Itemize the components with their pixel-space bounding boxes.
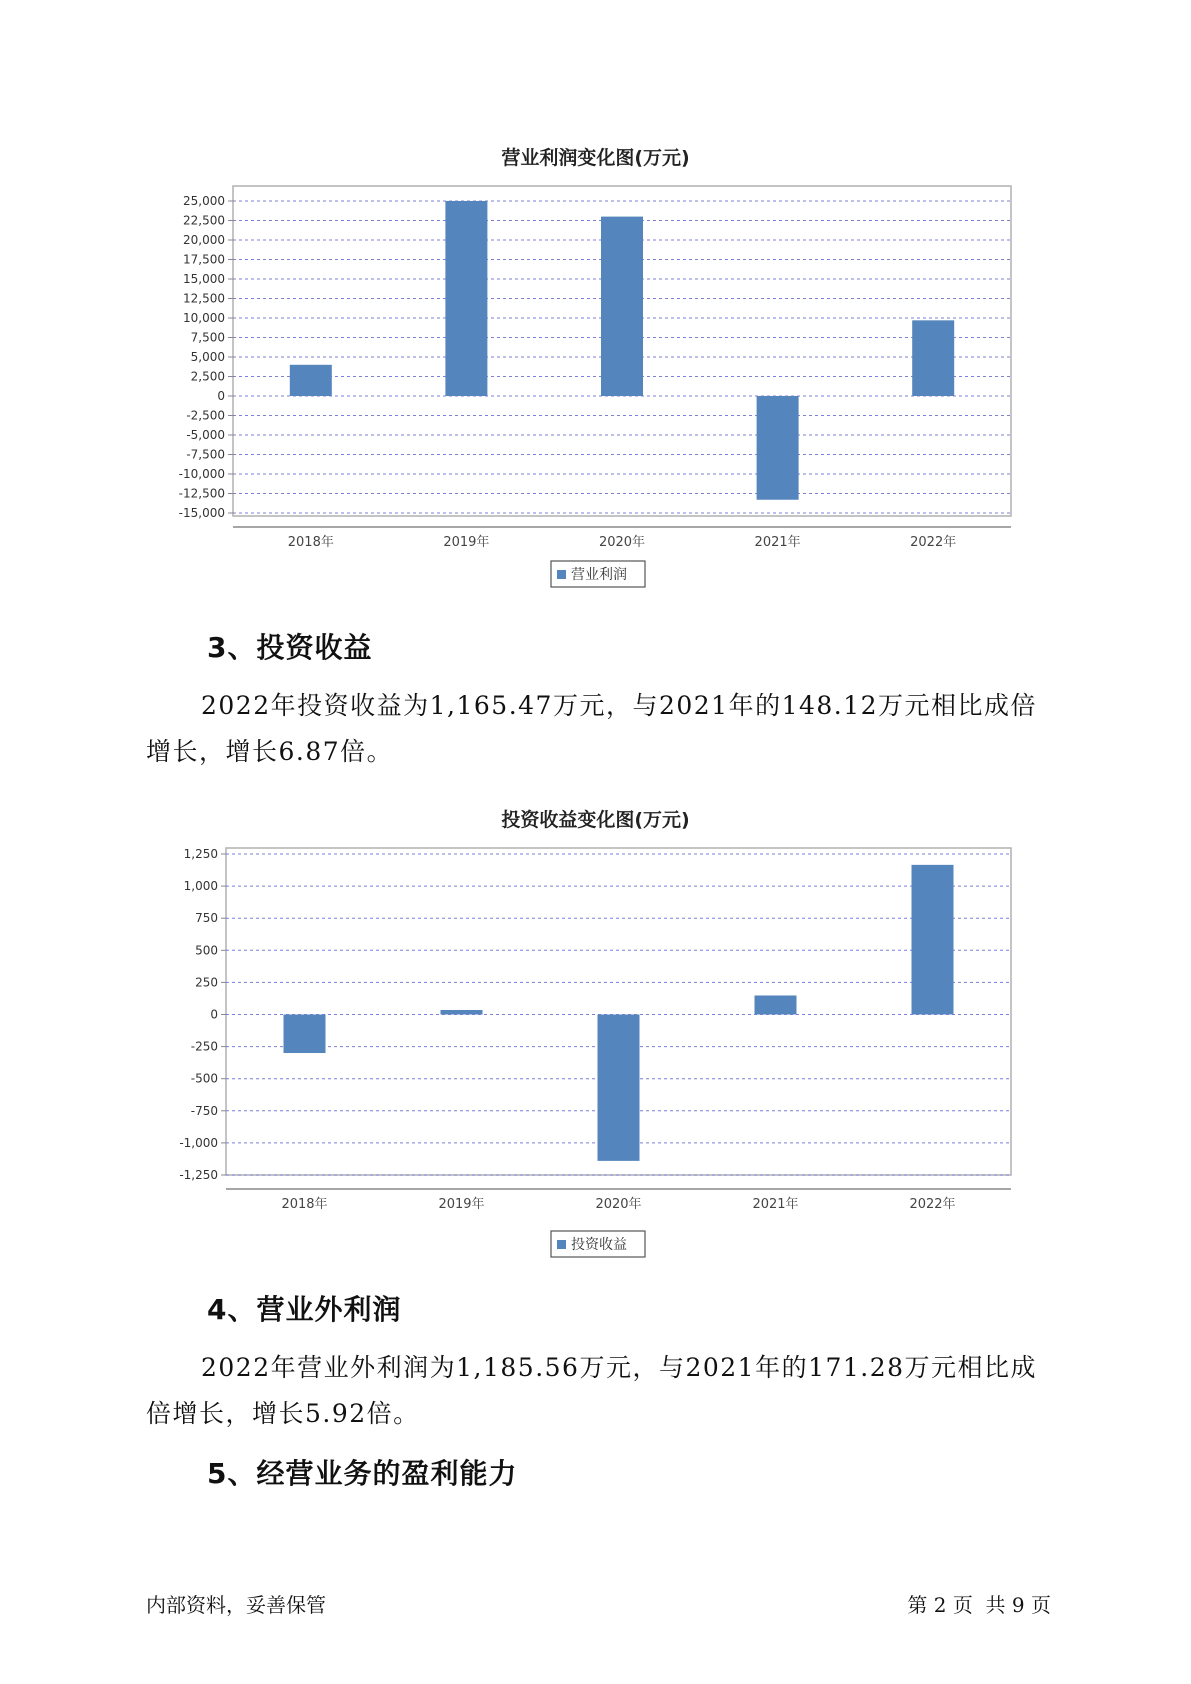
footer-confidential-note: 内部资料，妥善保管 (146, 1593, 326, 1617)
y-tick-label: -2,500 (186, 408, 225, 423)
y-tick-label: 20,000 (183, 233, 225, 247)
y-tick-label: 1,000 (183, 879, 218, 894)
y-tick-label: 15,000 (183, 272, 225, 286)
operating-profit-chart (0, 180, 1191, 600)
y-tick-label: -15,000 (178, 506, 225, 520)
x-tick-label: 2021年 (752, 1197, 799, 1212)
x-tick-label: 2019年 (438, 1197, 485, 1212)
x-tick-label: 2019年 (443, 535, 490, 550)
legend-label: 投资收益 (571, 1237, 627, 1253)
y-tick-label: 5,000 (190, 350, 225, 364)
legend-swatch (557, 1240, 566, 1249)
x-tick-label: 2022年 (910, 535, 957, 550)
investment-income-chart (0, 842, 1191, 1262)
bar-2019年 (445, 201, 487, 396)
section-4-heading: 4、营业外利润 (207, 1293, 402, 1326)
bar-2019年 (441, 1010, 483, 1014)
y-tick-label: 1,250 (183, 847, 218, 861)
section-3-heading: 3、投资收益 (207, 631, 373, 664)
y-tick-label: -5,000 (186, 428, 225, 442)
y-tick-label: -1,250 (179, 1168, 218, 1182)
x-tick-label: 2018年 (287, 535, 334, 550)
bar-2021年 (757, 396, 799, 500)
y-tick-label: -250 (190, 1039, 218, 1054)
y-tick-label: 25,000 (183, 194, 225, 208)
footer-page-number: 第 2 页 共 9 页 (907, 1593, 1051, 1617)
y-tick-label: 750 (195, 911, 218, 926)
chart-title-operating-profit: 营业利润变化图(万元) (501, 147, 690, 169)
bar-2021年 (755, 995, 797, 1014)
x-tick-label: 2018年 (281, 1197, 328, 1212)
y-tick-label: 22,500 (183, 213, 225, 228)
section-5-heading: 5、经营业务的盈利能力 (207, 1457, 518, 1490)
x-tick-label: 2020年 (595, 1197, 642, 1212)
bar-2018年 (290, 365, 332, 396)
y-tick-label: 0 (217, 389, 225, 403)
y-tick-label: -7,500 (186, 447, 225, 462)
y-tick-label: 250 (195, 975, 218, 990)
y-tick-label: -10,000 (178, 467, 225, 481)
x-tick-label: 2020年 (598, 535, 646, 550)
legend-label: 营业利润 (571, 567, 627, 583)
y-tick-label: -1,000 (179, 1135, 218, 1150)
y-tick-label: 12,500 (183, 291, 225, 306)
legend-swatch (557, 570, 566, 579)
y-tick-label: 2,500 (190, 369, 225, 384)
y-tick-label: 7,500 (190, 330, 225, 345)
bar-2020年 (601, 217, 643, 396)
section-4-paragraph: 2022年营业外利润为1,185.56万元，与2021年的171.28万元相比成倍增长，增长5.92倍。 (146, 1353, 1038, 1428)
y-tick-label: 500 (195, 943, 218, 958)
y-tick-label: -750 (190, 1103, 218, 1118)
bar-2022年 (912, 865, 954, 1015)
y-tick-label: 10,000 (183, 311, 225, 325)
x-tick-label: 2021年 (754, 535, 801, 550)
y-tick-label: 0 (210, 1007, 218, 1022)
section-3-paragraph: 2022年投资收益为1,165.47万元，与2021年的148.12万元相比成倍增长，增长6.87倍。 (146, 691, 1038, 766)
y-tick-label: -12,500 (178, 486, 225, 501)
bar-2018年 (284, 1015, 326, 1054)
y-tick-label: 17,500 (183, 252, 225, 267)
y-tick-label: -500 (190, 1071, 218, 1086)
x-tick-label: 2022年 (909, 1197, 956, 1212)
chart-title-investment-income: 投资收益变化图(万元) (501, 809, 690, 831)
bar-2022年 (912, 320, 954, 396)
bar-2020年 (598, 1015, 640, 1161)
